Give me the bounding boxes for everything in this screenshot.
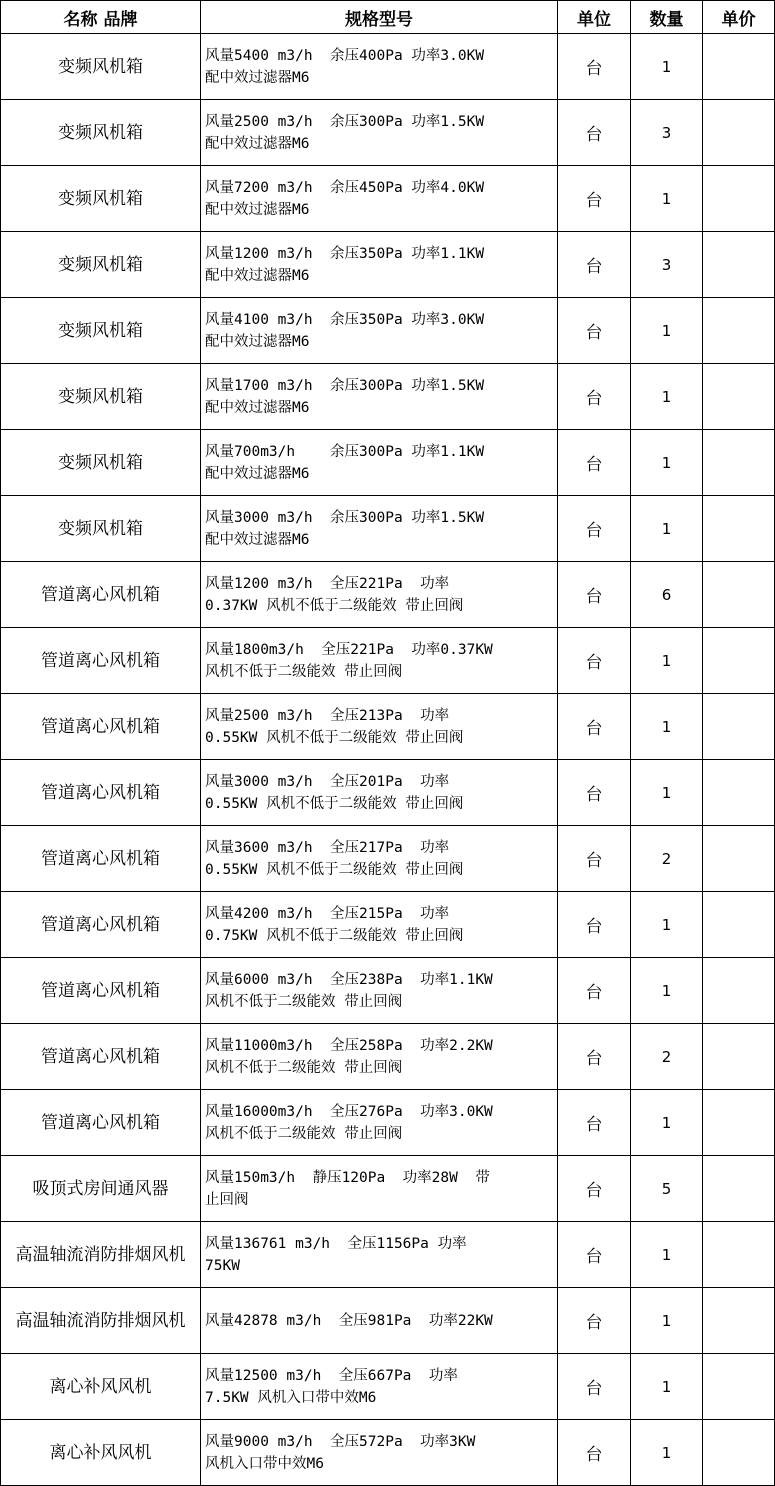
unit-cell: 台 — [558, 298, 631, 364]
table-row — [1, 496, 775, 562]
unit-price-cell — [703, 100, 775, 166]
name-cell: 高温轴流消防排烟风机 — [1, 1222, 201, 1288]
spec-cell: 风量12500 m3/h 全压667Pa 功率 7.5KW 风机入口带中效M6 — [201, 1354, 558, 1420]
spec-cell: 风量700m3/h 余压300Pa 功率1.1KW 配中效过滤器M6 — [201, 430, 558, 496]
unit-price-cell — [703, 1420, 775, 1486]
name-cell: 变频风机箱 — [1, 100, 201, 166]
header-qty: 数量 — [631, 1, 703, 34]
quantity-cell: 3 — [631, 100, 703, 166]
spec-cell: 风量5400 m3/h 余压400Pa 功率3.0KW 配中效过滤器M6 — [201, 34, 558, 100]
spec-cell: 风量1700 m3/h 余压300Pa 功率1.5KW 配中效过滤器M6 — [201, 364, 558, 430]
unit-price-cell — [703, 1024, 775, 1090]
quantity-cell: 1 — [631, 1090, 703, 1156]
unit-price-cell — [703, 1354, 775, 1420]
quantity-cell: 1 — [631, 364, 703, 430]
unit-price-cell — [703, 166, 775, 232]
unit-cell: 台 — [558, 760, 631, 826]
quantity-cell: 1 — [631, 760, 703, 826]
unit-price-cell — [703, 298, 775, 364]
header-spec: 规格型号 — [201, 1, 558, 34]
name-cell: 管道离心风机箱 — [1, 1090, 201, 1156]
table-row — [1, 694, 775, 760]
name-cell: 管道离心风机箱 — [1, 694, 201, 760]
name-cell: 变频风机箱 — [1, 166, 201, 232]
quantity-cell: 5 — [631, 1156, 703, 1222]
unit-cell: 台 — [558, 1222, 631, 1288]
name-cell: 高温轴流消防排烟风机 — [1, 1288, 201, 1354]
unit-cell: 台 — [558, 1090, 631, 1156]
spec-cell: 风量2500 m3/h 余压300Pa 功率1.5KW 配中效过滤器M6 — [201, 100, 558, 166]
quantity-cell: 1 — [631, 694, 703, 760]
unit-price-cell — [703, 958, 775, 1024]
quantity-cell: 1 — [631, 430, 703, 496]
unit-cell: 台 — [558, 232, 631, 298]
unit-price-cell — [703, 562, 775, 628]
table-row — [1, 430, 775, 496]
quantity-cell: 1 — [631, 166, 703, 232]
unit-cell: 台 — [558, 1354, 631, 1420]
spec-cell: 风量3000 m3/h 全压201Pa 功率 0.55KW 风机不低于二级能效 带止回阀 — [201, 760, 558, 826]
unit-cell: 台 — [558, 364, 631, 430]
table-row — [1, 826, 775, 892]
spec-cell: 风量6000 m3/h 全压238Pa 功率1.1KW 风机不低于二级能效 带止回阀 — [201, 958, 558, 1024]
spec-cell: 风量16000m3/h 全压276Pa 功率3.0KW 风机不低于二级能效 带止回阀 — [201, 1090, 558, 1156]
table-row — [1, 1222, 775, 1288]
unit-price-cell — [703, 628, 775, 694]
quantity-cell: 1 — [631, 628, 703, 694]
header-price: 单价 — [703, 1, 775, 34]
table-row — [1, 34, 775, 100]
table-row — [1, 100, 775, 166]
quantity-cell: 1 — [631, 1420, 703, 1486]
quantity-cell: 1 — [631, 892, 703, 958]
unit-cell: 台 — [558, 694, 631, 760]
table-row — [1, 1288, 775, 1354]
table-row — [1, 1090, 775, 1156]
unit-cell: 台 — [558, 34, 631, 100]
quantity-cell: 6 — [631, 562, 703, 628]
table-row — [1, 958, 775, 1024]
name-cell: 管道离心风机箱 — [1, 562, 201, 628]
quantity-cell: 2 — [631, 1024, 703, 1090]
name-cell: 管道离心风机箱 — [1, 760, 201, 826]
unit-cell: 台 — [558, 496, 631, 562]
unit-price-cell — [703, 364, 775, 430]
unit-price-cell — [703, 694, 775, 760]
unit-price-cell — [703, 1288, 775, 1354]
name-cell: 变频风机箱 — [1, 232, 201, 298]
name-cell: 变频风机箱 — [1, 298, 201, 364]
name-cell: 管道离心风机箱 — [1, 1024, 201, 1090]
quantity-cell: 3 — [631, 232, 703, 298]
spec-cell: 风量1800m3/h 全压221Pa 功率0.37KW 风机不低于二级能效 带止回阀 — [201, 628, 558, 694]
unit-price-cell — [703, 430, 775, 496]
table-row — [1, 628, 775, 694]
unit-cell: 台 — [558, 100, 631, 166]
unit-price-cell — [703, 826, 775, 892]
spec-cell: 风量11000m3/h 全压258Pa 功率2.2KW 风机不低于二级能效 带止回阀 — [201, 1024, 558, 1090]
header-unit: 单位 — [558, 1, 631, 34]
spec-cell: 风量1200 m3/h 全压221Pa 功率 0.37KW 风机不低于二级能效 带止回阀 — [201, 562, 558, 628]
unit-cell: 台 — [558, 1024, 631, 1090]
spec-cell: 风量2500 m3/h 全压213Pa 功率 0.55KW 风机不低于二级能效 带止回阀 — [201, 694, 558, 760]
spec-cell: 风量136761 m3/h 全压1156Pa 功率 75KW — [201, 1222, 558, 1288]
spec-cell: 风量1200 m3/h 余压350Pa 功率1.1KW 配中效过滤器M6 — [201, 232, 558, 298]
name-cell: 管道离心风机箱 — [1, 958, 201, 1024]
table-row — [1, 1354, 775, 1420]
unit-cell: 台 — [558, 430, 631, 496]
spec-cell: 风量42878 m3/h 全压981Pa 功率22KW — [201, 1288, 558, 1354]
table-row — [1, 1420, 775, 1486]
unit-price-cell — [703, 1156, 775, 1222]
unit-cell: 台 — [558, 1156, 631, 1222]
unit-cell: 台 — [558, 628, 631, 694]
quantity-cell: 2 — [631, 826, 703, 892]
spec-cell: 风量150m3/h 静压120Pa 功率28W 带 止回阀 — [201, 1156, 558, 1222]
quantity-cell: 1 — [631, 1354, 703, 1420]
spec-cell: 风量3600 m3/h 全压217Pa 功率 0.55KW 风机不低于二级能效 带止回阀 — [201, 826, 558, 892]
unit-price-cell — [703, 760, 775, 826]
name-cell: 管道离心风机箱 — [1, 628, 201, 694]
table-row — [1, 760, 775, 826]
spec-cell: 风量7200 m3/h 余压450Pa 功率4.0KW 配中效过滤器M6 — [201, 166, 558, 232]
table-row — [1, 364, 775, 430]
name-cell: 变频风机箱 — [1, 496, 201, 562]
unit-cell: 台 — [558, 892, 631, 958]
spec-cell: 风量4100 m3/h 余压350Pa 功率3.0KW 配中效过滤器M6 — [201, 298, 558, 364]
quantity-cell: 1 — [631, 958, 703, 1024]
name-cell: 吸顶式房间通风器 — [1, 1156, 201, 1222]
name-cell: 变频风机箱 — [1, 430, 201, 496]
spec-cell: 风量3000 m3/h 余压300Pa 功率1.5KW 配中效过滤器M6 — [201, 496, 558, 562]
table-row — [1, 166, 775, 232]
table-row — [1, 232, 775, 298]
unit-price-cell — [703, 232, 775, 298]
quantity-cell: 1 — [631, 298, 703, 364]
header-name: 名称 品牌 — [1, 1, 201, 34]
unit-cell: 台 — [558, 826, 631, 892]
unit-cell: 台 — [558, 958, 631, 1024]
unit-cell: 台 — [558, 1288, 631, 1354]
name-cell: 变频风机箱 — [1, 34, 201, 100]
quantity-cell: 1 — [631, 34, 703, 100]
quantity-cell: 1 — [631, 496, 703, 562]
unit-price-cell — [703, 1090, 775, 1156]
unit-price-cell — [703, 496, 775, 562]
table-row — [1, 1156, 775, 1222]
unit-price-cell — [703, 892, 775, 958]
table-row — [1, 298, 775, 364]
unit-cell: 台 — [558, 1420, 631, 1486]
unit-cell: 台 — [558, 562, 631, 628]
unit-price-cell — [703, 34, 775, 100]
name-cell: 管道离心风机箱 — [1, 892, 201, 958]
unit-cell: 台 — [558, 166, 631, 232]
quantity-cell: 1 — [631, 1288, 703, 1354]
header-row — [1, 1, 775, 34]
name-cell: 变频风机箱 — [1, 364, 201, 430]
table-row — [1, 562, 775, 628]
table-body — [1, 34, 775, 1486]
name-cell: 管道离心风机箱 — [1, 826, 201, 892]
unit-price-cell — [703, 1222, 775, 1288]
table-row — [1, 892, 775, 958]
quantity-cell: 1 — [631, 1222, 703, 1288]
spec-cell: 风量9000 m3/h 全压572Pa 功率3KW 风机入口带中效M6 — [201, 1420, 558, 1486]
spec-cell: 风量4200 m3/h 全压215Pa 功率 0.75KW 风机不低于二级能效 带止回阀 — [201, 892, 558, 958]
name-cell: 离心补风风机 — [1, 1420, 201, 1486]
table-row — [1, 1024, 775, 1090]
name-cell: 离心补风风机 — [1, 1354, 201, 1420]
